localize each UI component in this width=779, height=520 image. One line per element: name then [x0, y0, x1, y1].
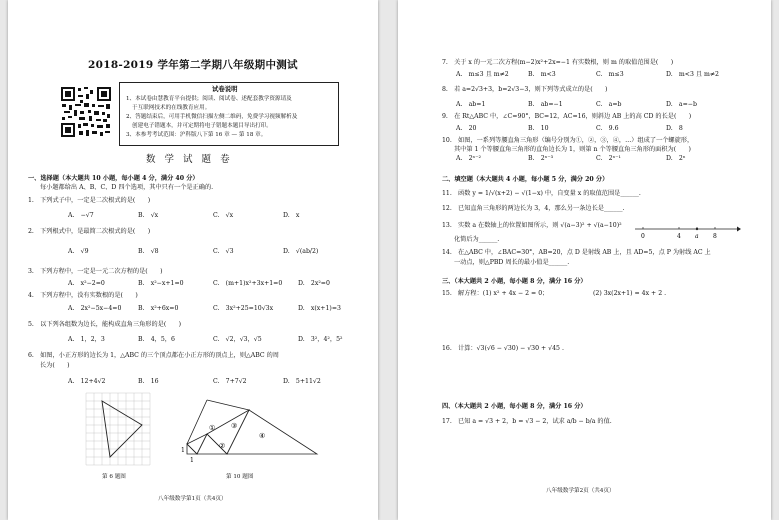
option-c: C. 7+7√2 — [213, 378, 247, 385]
question-10-cont: 其中第 1 个等腰直角三角形的直角边长为 1，则第 n 个等腰直角三角形的面积为( ) — [454, 146, 691, 153]
axis-label: 8 — [713, 233, 717, 240]
figure-10-spiral — [173, 398, 321, 464]
section-heading: 三、（本大题共 2 小题，每小题 8 分，满分 16 分） — [442, 278, 587, 285]
option-d: D. x — [283, 212, 300, 219]
exam-title: 2018-2019 学年第二学期八年级期中测试 — [88, 59, 298, 71]
question-15-part2: (2) 3x(2x+1) = 4x + 2 . — [593, 290, 667, 297]
option-a: A. −√7 — [68, 212, 94, 219]
option-d: D. 8 — [666, 125, 683, 132]
question-12: 12. 已知直角三角形的两边长为 3，4，那么另一条边长是______. — [442, 205, 625, 212]
option-a: A. 12+4√2 — [68, 378, 106, 385]
question-6-cont: 长为( ) — [40, 362, 70, 369]
question-3: 3. 下列方程中，一定是一元二次方程的是( ) — [28, 268, 163, 275]
section-description: 每小题都给出 A、B、C、D 四个选项，其中只有一个是正确的. — [40, 184, 214, 191]
option-d: D. a=−b — [666, 101, 697, 108]
option-c: C. √2，√3，√5 — [213, 336, 262, 343]
side-length-label: 1 — [181, 447, 185, 454]
option-a: A. m≤3 且 m≠2 — [456, 71, 509, 78]
option-b: B. 10 — [528, 125, 549, 132]
question-7: 7. 关于 x 的一元二次方程(m−2)x²+2x=−1 有实数根，则 m 的取值范围是( ) — [442, 59, 674, 66]
notes-line: 2、答题结束后，可用手机微信扫描左侧二维码，免费学习视频解析及 — [126, 114, 298, 120]
option-b: B. 16 — [138, 378, 159, 385]
option-a: A. ab=1 — [456, 101, 486, 108]
notes-line: 创建电子错题本，并可定期将电子错题本题目导出打印。 — [132, 123, 272, 129]
question-15: 15. 解方程：(1) x² + 4x − 2 = 0； — [442, 290, 549, 297]
notes-line: 3、本参考考试范围：沪科版八下第 16 章 — 第 18 章。 — [126, 132, 267, 138]
question-16: 16. 计算：√3(√6 − √30) − √30 + √45 . — [442, 345, 564, 352]
option-c: C. 3x²+25=10√3x — [213, 305, 274, 312]
question-10: 10. 如图，一系列等腰直角三角形（编号分别为①，②，③，④，…）组成了一个螺旋形， — [442, 137, 694, 144]
section-heading: 二、填空题（本大题共 4 小题，每小题 5 分，满分 20 分） — [442, 176, 609, 183]
notes-heading: 试卷说明 — [212, 85, 238, 93]
question-13-cont: 化简后为______. — [454, 236, 500, 243]
option-d: D. 2ⁿ — [666, 155, 686, 162]
question-5: 5. 以下列各组数为边长，能构成直角三角形的是( ) — [28, 321, 182, 328]
page-footer: 八年级数学第1页（共4页） — [158, 496, 227, 502]
side-length-label: 1 — [190, 457, 194, 464]
option-d: D. 5+11√2 — [283, 378, 321, 385]
option-a: A. x²−2=0 — [68, 280, 105, 287]
question-11: 11. 函数 y = 1/√(x+2) − √(1−x) 中，自变量 x 的取值范围是______. — [442, 190, 641, 197]
subject-title: 数 学 试 题 卷 — [146, 154, 233, 165]
option-d: D. 2x²=0 — [298, 280, 330, 287]
axis-label: 4 — [677, 233, 681, 240]
option-c: C. (m+1)x²+3x+1=0 — [213, 280, 283, 287]
spiral-label: ③ — [231, 422, 238, 430]
exam-page-1 — [8, 0, 378, 520]
option-d: D. 3²，4²，5² — [298, 336, 343, 343]
option-a: A. 1，2，3 — [68, 336, 105, 343]
section-heading: 一、选择题（本大题共 10 小题，每小题 4 分，满分 40 分） — [28, 175, 199, 182]
question-8: 8. 若 a=2√3+3，b=2√3−3，则下列等式成立的是( ) — [442, 86, 608, 93]
question-1: 1. 下列式子中，一定是二次根式的是( ) — [28, 197, 151, 204]
option-b: B. 4，5，6 — [138, 336, 175, 343]
option-b: B. ab=−1 — [528, 101, 563, 108]
option-c: C. m≤3 — [596, 71, 624, 78]
figure-6-grid — [86, 393, 154, 467]
page-footer: 八年级数学第2页（共4页） — [546, 488, 615, 494]
option-b: B. x²−x+1=0 — [138, 280, 184, 287]
spiral-label: ② — [219, 442, 226, 450]
notes-line: 于互联网技术的在线教育应用。 — [132, 105, 211, 111]
figure-10-caption: 第 10 题图 — [226, 474, 254, 480]
option-c: C. √x — [213, 212, 234, 219]
question-9: 9. 在 Rt△ABC 中，∠C=90°，BC=12，AC=16，则斜边 AB 上的高 CD 的长是( ) — [442, 113, 692, 120]
axis-label: 0 — [641, 233, 645, 240]
option-d: D. m<3 且 m≠2 — [666, 71, 719, 78]
option-b: B. 2ⁿ⁻³ — [528, 155, 554, 162]
question-17: 17. 已知 a = √3 + 2，b = √3 − 2，试求 a/b − b/a 的值. — [442, 418, 612, 425]
option-b: B. √8 — [138, 248, 159, 255]
qr-code-graphic — [60, 86, 112, 138]
option-a: A. 20 — [456, 125, 477, 132]
exam-page-2 — [398, 0, 771, 520]
spiral-label: ① — [209, 424, 216, 432]
question-6: 6. 如图，小正方形的边长为 1，△ABC 的三个顶点都在小正方形的顶点上，则△ABC 的周 — [28, 352, 279, 359]
option-c: C. √3 — [213, 248, 234, 255]
exam-notes-box — [119, 82, 339, 146]
figure-6-caption: 第 6 题图 — [102, 474, 126, 480]
question-4: 4. 下列方程中，没有实数根的是( ) — [28, 292, 138, 299]
option-b: B. x²+6x=0 — [138, 305, 179, 312]
question-14-cont: 一动点，则△PBD 周长的最小值是______. — [454, 259, 570, 266]
option-a: A. √9 — [68, 248, 89, 255]
question-2: 2. 下列根式中，是最简二次根式的是( ) — [28, 228, 151, 235]
option-c: C. 2ⁿ⁻¹ — [596, 155, 622, 162]
option-b: B. √x — [138, 212, 159, 219]
option-a: A. 2ⁿ⁻² — [456, 155, 481, 162]
option-c: C. 9.6 — [596, 125, 619, 132]
number-line-figure — [633, 222, 743, 242]
question-13: 13. 实数 a 在数轴上的位置如图所示，则 √(a−3)² + √(a−10)² — [442, 222, 622, 229]
notes-line: 1、本试卷由慧教育平台提供；阅读、阅试卷、述配套教学资源请及 — [126, 96, 292, 102]
question-14: 14. 在△ABC 中，∠BAC=30°，AB=20，点 D 是射线 AB 上，且 AD=5，点 P 为射线 AC 上 — [442, 249, 711, 256]
option-c: C. a=b — [596, 101, 622, 108]
spiral-label: ④ — [259, 432, 266, 440]
option-a: A. 2x²−5x−4=0 — [68, 305, 122, 312]
qr-code-icon — [60, 86, 112, 138]
axis-label: a — [695, 233, 699, 240]
section-heading: 四、（本大题共 2 小题，每小题 8 分，满分 16 分） — [442, 403, 587, 410]
option-d: D. x(x+1)=3 — [298, 305, 341, 312]
option-d: D. √(ab/2) — [283, 248, 319, 255]
option-b: B. m<3 — [528, 71, 556, 78]
